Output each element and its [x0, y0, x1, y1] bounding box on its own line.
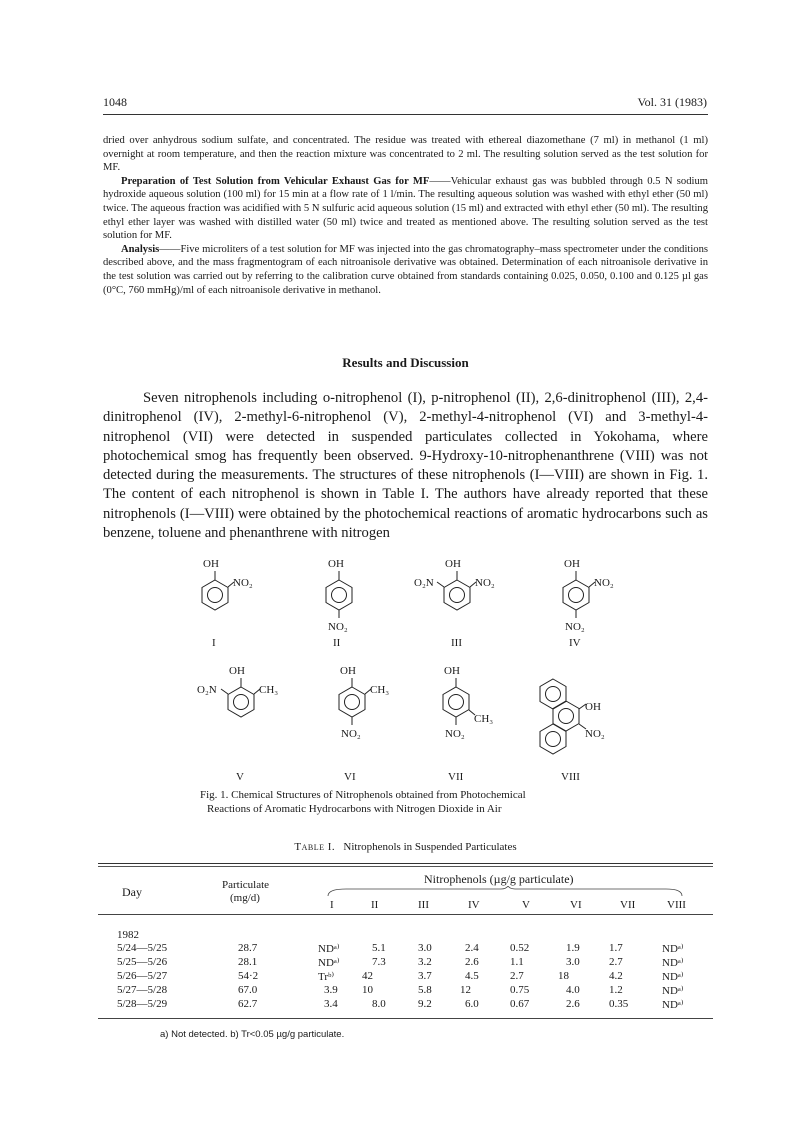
- no2-label: NO₂: [475, 577, 495, 589]
- compound-label-III: III: [451, 637, 462, 649]
- cell-I: NDᵃ⁾: [318, 943, 340, 955]
- cell-III: 5.8: [418, 984, 432, 996]
- cell-particulate: 62.7: [238, 998, 258, 1010]
- cell-VII: 1.7: [609, 942, 623, 954]
- cell-III: 9.2: [418, 998, 432, 1010]
- structure-VI: [339, 665, 389, 783]
- compound-label-VIII: VIII: [561, 771, 580, 783]
- no2-label: NO₂: [233, 577, 253, 589]
- para-3-body: ——Five microliters of a test solution for MF was injected into the gas chromatography–mass spectrometer under the conditions described above, and the mass fragmentogram of each nitroanisole derivative was obtained. Determination of each nitroanisole derivative in the test solution was carried out by referring to the calibration curve obtained from standards containing 0.025, 0.050, 0.100 and 0.125 µl gas (0°C, 760 mmHg)/ml of each nitroanisole derivative in methanol.: [103, 243, 708, 296]
- cell-VII: 4.2: [609, 970, 623, 982]
- compound-label-I: I: [212, 637, 216, 649]
- oh-label: OH: [585, 701, 601, 713]
- cell-VI: 18: [558, 970, 569, 982]
- cell-IV: 4.5: [465, 970, 479, 982]
- cell-I: 3.9: [324, 984, 338, 996]
- cell-particulate: 28.7: [238, 942, 258, 954]
- cell-II: 42: [362, 970, 373, 982]
- oh-label: OH: [203, 558, 219, 570]
- col-particulate-1: Particulate: [222, 879, 270, 891]
- cell-III: 3.2: [418, 956, 432, 968]
- cell-VIII: NDᵃ⁾: [662, 957, 684, 969]
- cell-particulate: 67.0: [238, 984, 258, 996]
- structure-V: [197, 665, 278, 783]
- no2-label: NO₂: [565, 621, 585, 633]
- o2n-label: O₂N: [197, 684, 217, 696]
- cell-II: 10: [362, 984, 373, 996]
- structure-II: [326, 558, 352, 649]
- cell-II: 7.3: [372, 956, 386, 968]
- para-3-title: Analysis: [121, 243, 160, 255]
- volume-label: Vol. 31 (1983): [637, 95, 707, 109]
- structure-VII: [443, 665, 493, 783]
- page-number: 1048: [103, 95, 127, 109]
- structure-IV: [563, 558, 614, 649]
- cell-VIII: NDᵃ⁾: [662, 999, 684, 1011]
- cell-V: 0.75: [510, 984, 530, 996]
- cell-VIII: NDᵃ⁾: [662, 971, 684, 983]
- sub-col-VIII: VIII: [667, 899, 686, 911]
- methods-para-2: [103, 175, 708, 243]
- cell-day: 5/25—5/26: [117, 956, 168, 968]
- cell-VIII: NDᵃ⁾: [662, 943, 684, 955]
- oh-label: OH: [564, 558, 580, 570]
- table-footnote: a) Not detected. b) Tr<0.05 µg/g particulate.: [160, 1029, 345, 1040]
- year-label: 1982: [117, 929, 139, 941]
- table-bottom-rule: [98, 1018, 713, 1019]
- cell-VIII: NDᵃ⁾: [662, 985, 684, 997]
- methods-para-3: [103, 243, 708, 297]
- cell-day: 5/28—5/29: [117, 998, 168, 1010]
- no2-label: NO₂: [445, 728, 465, 740]
- o2n-label: O₂N: [414, 577, 434, 589]
- cell-VI: 4.0: [566, 984, 580, 996]
- figure-caption-line-1: Fig. 1. Chemical Structures of Nitrophenols obtained from Photochemical: [200, 789, 526, 801]
- cell-I: Trᵇ⁾: [318, 971, 335, 983]
- cell-V: 0.67: [510, 998, 530, 1010]
- figure-structures: [0, 552, 793, 792]
- cell-I: NDᵃ⁾: [318, 957, 340, 969]
- table-caption-text: Nitrophenols in Suspended Particulates: [343, 841, 517, 853]
- group-brace: [326, 886, 686, 898]
- results-text: [103, 389, 708, 543]
- results-para: Seven nitrophenols including o-nitrophenol (I), p-nitrophenol (II), 2,6-dinitrophenol (III), 2,4-dinitrophenol (IV), 2-methyl-6-nitrophenol (V), 2-methyl-4-nitrophenol (VI) and 3-methyl-4-nitrophenol (VII) were detected in suspended particulates collected in Yokohama, where photochemical smog has frequently been observed. 9-Hydroxy-10-nitrophenanthrene (VIII) was not detected during the measurements. The structures of these nitrophenols (I—VIII) are shown in Fig. 1. The content of each nitrophenol is shown in Table I. The authors have already reported that these nitrophenols (I—VIII) were obtained by the photochemical reactions of aromatic hydrocarbons such as benzene, toluene and phenanthrene with nitrogen: [103, 390, 708, 542]
- no2-label: NO₂: [341, 728, 361, 740]
- no2-label: NO₂: [585, 728, 605, 740]
- sub-col-V: V: [522, 899, 530, 911]
- cell-IV: 6.0: [465, 998, 479, 1010]
- cell-VI: 3.0: [566, 956, 580, 968]
- table-caption-label: Table I.: [294, 841, 336, 853]
- cell-III: 3.0: [418, 942, 432, 954]
- cell-day: 5/26—5/27: [117, 970, 168, 982]
- ch3-label: CH₃: [370, 684, 390, 696]
- table-caption: [103, 841, 708, 853]
- cell-VII: 1.2: [609, 984, 623, 996]
- header-rule: [103, 114, 708, 115]
- ch3-label: CH₃: [474, 713, 494, 725]
- ch3-label: CH₃: [259, 684, 279, 696]
- sub-col-I: I: [330, 899, 334, 911]
- cell-day: 5/24—5/25: [117, 942, 168, 954]
- col-day: Day: [122, 885, 142, 899]
- cell-VII: 2.7: [609, 956, 623, 968]
- table-top-rule-2: [98, 866, 713, 867]
- figure-caption-line-2: Reactions of Aromatic Hydrocarbons with Nitrogen Dioxide in Air: [207, 803, 502, 815]
- cell-particulate: 28.1: [238, 956, 258, 968]
- cell-V: 1.1: [510, 956, 524, 968]
- cell-II: 8.0: [372, 998, 386, 1010]
- structure-I: [202, 558, 253, 649]
- col-group-nitrophenols: Nitrophenols (µg/g particulate): [424, 872, 574, 886]
- methods-para-1: dried over anhydrous sodium sulfate, and concentrated. The residue was treated with ethereal diazomethane (7 ml) in methanol (1 ml) overnight at room temperature, and then the reaction mixture was concentrated to 2 ml. The resulting solution served as the test solution for MF.: [103, 135, 708, 174]
- cell-particulate: 54·2: [238, 970, 259, 982]
- methods-text: [103, 134, 708, 297]
- compound-label-VI: VI: [344, 771, 356, 783]
- cell-day: 5/27—5/28: [117, 984, 168, 996]
- table-top-rule: [98, 863, 713, 864]
- sub-col-II: II: [371, 899, 379, 911]
- compound-label-IV: IV: [569, 637, 581, 649]
- no2-label: NO₂: [328, 621, 348, 633]
- oh-label: OH: [444, 665, 460, 677]
- sub-col-VII: VII: [620, 899, 636, 911]
- structure-III: [414, 558, 495, 649]
- oh-label: OH: [340, 665, 356, 677]
- figure-caption: [200, 788, 630, 816]
- compound-label-V: V: [236, 771, 244, 783]
- cell-V: 2.7: [510, 970, 524, 982]
- oh-label: OH: [328, 558, 344, 570]
- structure-VIII: [540, 679, 605, 783]
- cell-VII: 0.35: [609, 998, 629, 1010]
- cell-III: 3.7: [418, 970, 432, 982]
- cell-I: 3.4: [324, 998, 338, 1010]
- cell-VI: 2.6: [566, 998, 580, 1010]
- compound-label-II: II: [333, 637, 341, 649]
- cell-VI: 1.9: [566, 942, 580, 954]
- table-header-rule: [98, 914, 713, 915]
- no2-label: NO₂: [594, 577, 614, 589]
- sub-col-VI: VI: [570, 899, 582, 911]
- compound-label-VII: VII: [448, 771, 464, 783]
- cell-V: 0.52: [510, 942, 530, 954]
- para-2-title: Preparation of Test Solution from Vehicular Exhaust Gas for MF: [121, 175, 430, 187]
- cell-II: 5.1: [372, 942, 386, 954]
- cell-IV: 2.4: [465, 942, 479, 954]
- para-2-body: ——Vehicular exhaust gas was bubbled through 0.5 N sodium hydroxide aqueous solution (100 ml) for 15 min at a flow rate of 1 l/min. The resulting aqueous solution was washed with ethyl ether (50 ml) twice. The aqueous fraction was acidified with 5 N sulfuric acid aqueous solution (15 ml) and extracted with ethyl ether (50 ml). The resulting ethyl ether layer was washed with distilled water (50 ml) twice and treated as mentioned above. The resulting solution served as the test solution for MF.: [103, 175, 708, 242]
- sub-col-IV: IV: [468, 899, 480, 911]
- oh-label: OH: [229, 665, 245, 677]
- col-particulate-2: (mg/d): [230, 892, 260, 904]
- section-title: Results and Discussion: [342, 355, 469, 370]
- cell-IV: 2.6: [465, 956, 479, 968]
- oh-label: OH: [445, 558, 461, 570]
- cell-IV: 12: [460, 984, 471, 996]
- sub-col-III: III: [418, 899, 429, 911]
